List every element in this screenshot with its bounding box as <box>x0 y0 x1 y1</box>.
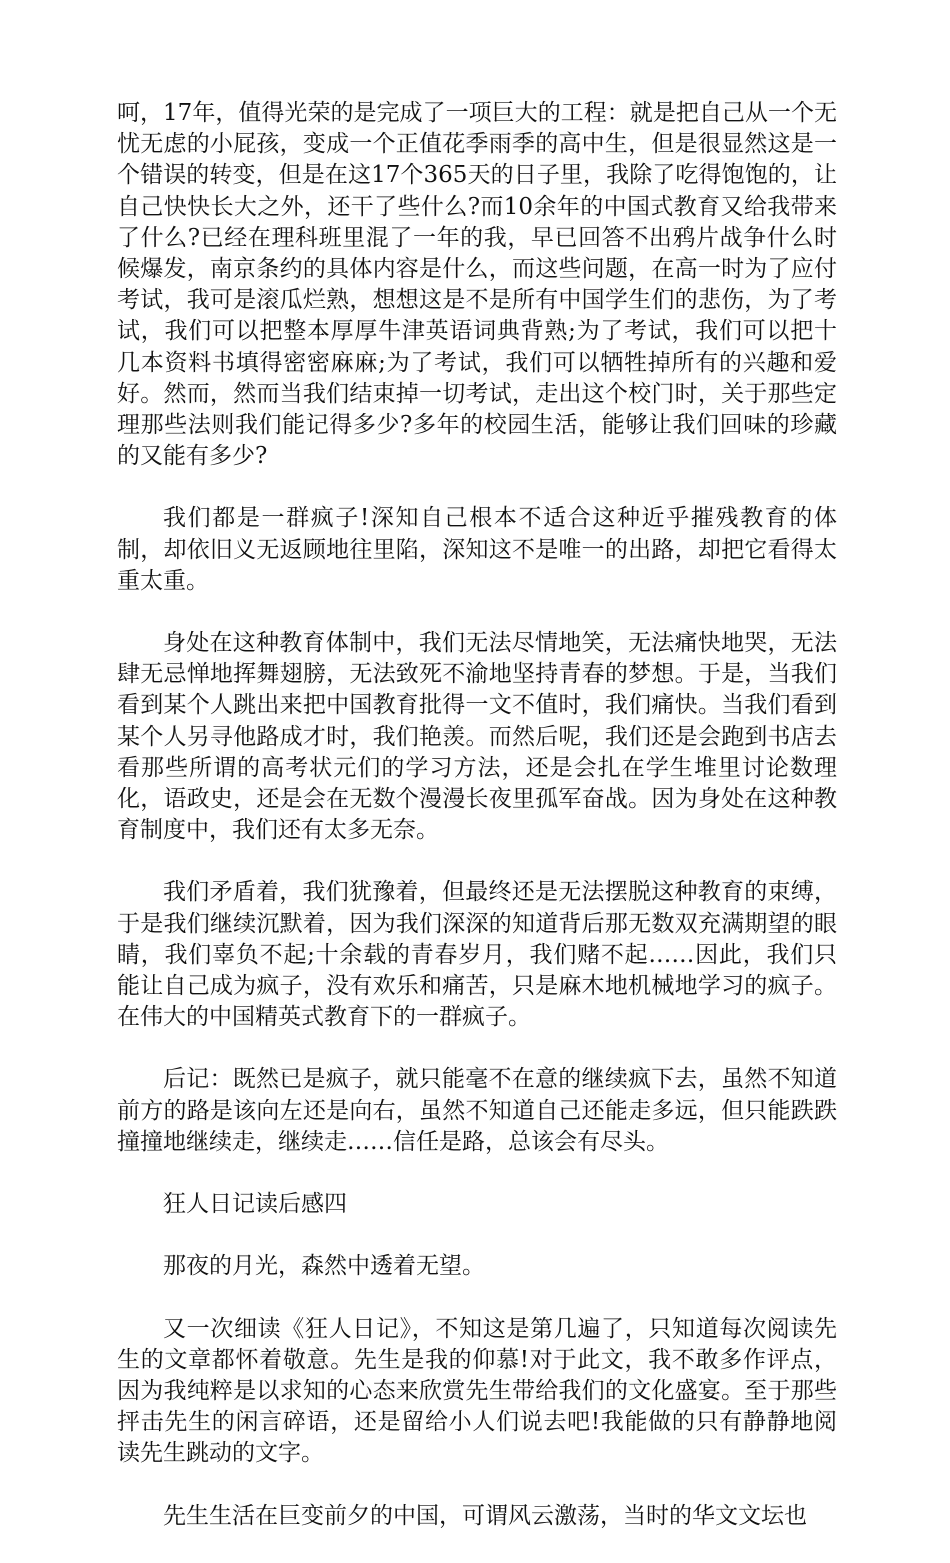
paragraph-education-system: 身处在这种教育体制中，我们无法尽情地笑，无法痛快地哭，无法肆无忌惮地挥舞翅膀，无法致死不渝地坚持青春的梦想。于是，当我们看到某个人跳出来把中国教育批得一文不值时，我们痛快。当我们看到某个人另寻他路成才时，我们艳羡。而然后呢，我们还是会跑到书店去看那些所谓的高考状元们的学习方法，还是会扎在学生堆里讨论数理化，语政史，还是会在无数个漫漫长夜里孤军奋战。因为身处在这种教育制度中，我们还有太多无奈。 <box>117 630 837 844</box>
paragraph-continued: 呵，17年，值得光荣的是完成了一项巨大的工程：就是把自己从一个无忧无虑的小屁孩，变成一个正值花季雨季的高中生，但是很显然这是一个错误的转变，但是在这17个365天的日子里，我除了吃得饱饱的，让自己快快长大之外，还干了些什么?而10余年的中国式教育又给我带来了什么?已经在理科班里混了一年的我，早已回答不出鸦片战争什么时候爆发，南京条约的具体内容是什么，而这些问题，在高一时为了应付考试，我可是滚瓜烂熟，想想这是不是所有中国学生们的悲伤，为了考试，我们可以把整本厚厚牛津英语词典背熟;为了考试，我们可以把十几本资料书填得密密麻麻;为了考试，我们可以牺牲掉所有的兴趣和爱好。然而，然而当我们结束掉一切考试，走出这个校门时，关于那些定理那些法则我们能记得多少?多年的校园生活，能够让我们回味的珍藏的又能有多少? <box>117 100 837 470</box>
paragraph-postscript: 后记：既然已是疯子，就只能毫不在意的继续疯下去，虽然不知道前方的路是该向左还是向右，虽然不知道自己还能走多远，但只能跌跌撞撞地继续走，继续走……信任是路，总该会有尽头。 <box>117 1066 837 1155</box>
paragraph-madmen: 我们都是一群疯子!深知自己根本不适合这种近乎摧残教育的体制，却依旧义无返顾地往里陷，深知这不是唯一的出路，却把它看得太重太重。 <box>117 505 837 594</box>
document-body <box>117 98 837 1563</box>
paragraph-final-partial: 先生生活在巨变前夕的中国，可谓风云激荡，当时的华文文坛也 <box>163 1502 807 1529</box>
paragraph-moonlight: 那夜的月光，森然中透着无望。 <box>163 1253 485 1280</box>
paragraph-rereading: 又一次细读《狂人日记》，不知这是第几遍了，只知道每次阅读先生的文章都怀着敬意。先生是我的仰慕!对于此文，我不敢多作评点，因为我纯粹是以求知的心态来欣赏先生带给我们的文化盛宴。至于那些抨击先生的闲言碎语，还是留给小人们说去吧!我能做的只有静静地阅读先生跳动的文字。 <box>117 1315 837 1467</box>
paragraph-contradiction: 我们矛盾着，我们犹豫着，但最终还是无法摆脱这种教育的束缚，于是我们继续沉默着，因为我们深深的知道背后那无数双充满期望的眼睛，我们辜负不起;十余载的青春岁月，我们赌不起……因此，我们只能让自己成为疯子，没有欢乐和痛苦，只是麻木地机械地学习的疯子。在伟大的中国精英式教育下的一群疯子。 <box>117 879 837 1031</box>
section-heading: 狂人日记读后感四 <box>163 1191 347 1218</box>
